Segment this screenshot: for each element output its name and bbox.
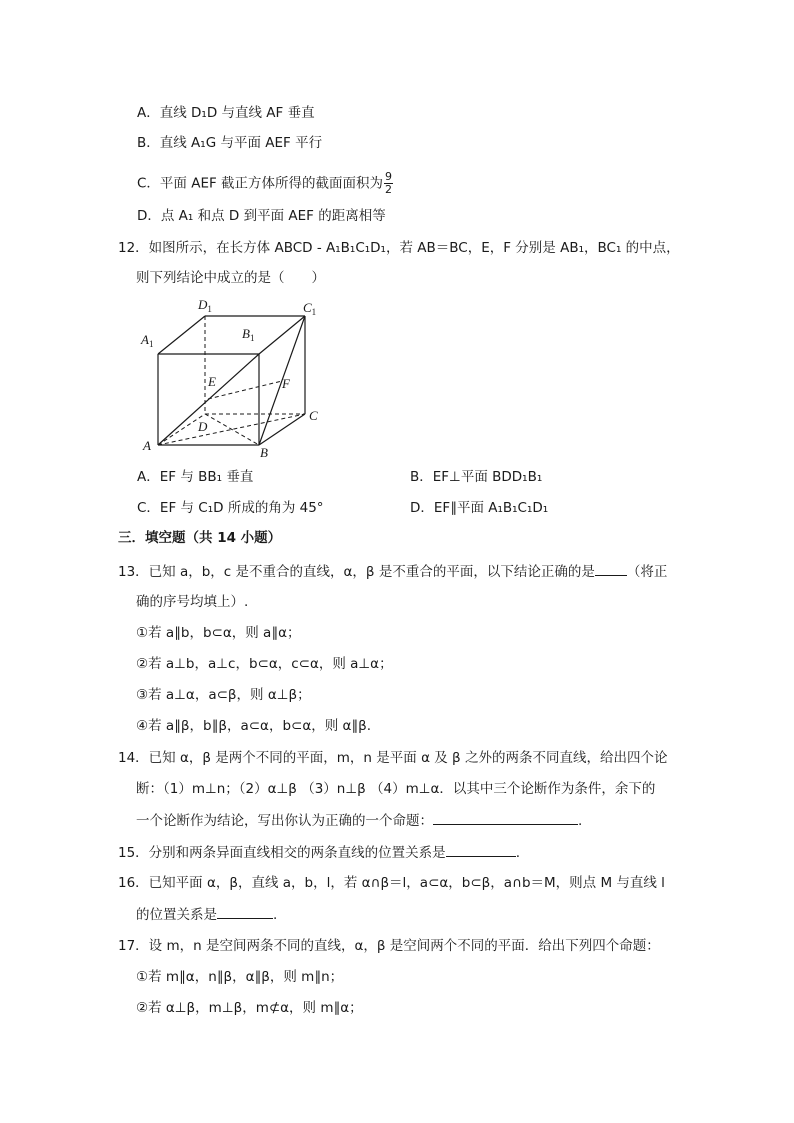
q12-option-d: D．EF∥平面 A₁B₁C₁D₁ bbox=[410, 500, 549, 516]
label-d: D bbox=[198, 419, 208, 434]
q11-option-c-fraction bbox=[384, 171, 393, 196]
q13-item-1: ①若 a∥b，b⊂α，则 a∥α； bbox=[136, 625, 301, 641]
q14-stem-line2: 断：（1）m⊥n；（2）α⊥β （3）n⊥β （4）m⊥α．以其中三个论断作为条件，余下的 bbox=[136, 781, 656, 797]
q13-stem-line1 bbox=[118, 561, 667, 582]
q14-answer-blank[interactable] bbox=[433, 810, 578, 825]
q15-stem bbox=[118, 842, 520, 863]
q15-answer-blank[interactable] bbox=[446, 842, 516, 857]
q13-stem-line2: 确的序号均填上）. bbox=[136, 594, 249, 610]
q14-stem-line1: 14．已知 α，β 是两个不同的平面，m，n 是平面 α 及 β 之外的两条不同直线，给出四个论 bbox=[118, 750, 668, 766]
q11-option-d: D．点 A₁ 和点 D 到平面 AEF 的距离相等 bbox=[137, 208, 386, 224]
q11-option-c-text: C．平面 AEF 截正方体所得的截面面积为 bbox=[137, 175, 384, 192]
edge-a1d1 bbox=[158, 316, 205, 354]
q13-item-4: ④若 a∥β，b∥β，a⊂α，b⊂α，则 α∥β. bbox=[136, 718, 372, 734]
q17-item-2: ②若 α⊥β，m⊥β，m⊄α，则 m∥α； bbox=[136, 1000, 363, 1016]
label-f: F bbox=[282, 376, 290, 391]
cuboid-figure bbox=[138, 292, 338, 462]
q13-stem-text: 13．已知 a，b，c 是不重合的直线，α，β 是不重合的平面，以下结论正确的是 bbox=[118, 564, 595, 580]
q17-stem-line1: 17．设 m，n 是空间两条不同的直线，α，β 是空间两个不同的平面．给出下列四个命题： bbox=[118, 938, 660, 954]
q12-option-a: A．EF 与 BB₁ 垂直 bbox=[137, 469, 254, 485]
q15-stem-tail: . bbox=[515, 845, 520, 861]
label-b: B bbox=[260, 445, 268, 460]
q13-answer-blank[interactable] bbox=[595, 561, 627, 576]
q16-stem-line1: 16．已知平面 α，β，直线 a，b，l，若 α∩β＝l，a⊂α，b⊂β，a∩b＝M，则点 M 与直线 l bbox=[118, 875, 665, 891]
segment-db bbox=[205, 414, 259, 445]
label-d1: $D_1$ bbox=[198, 297, 212, 314]
label-c: C bbox=[309, 408, 318, 423]
q16-stem-text: 的位置关系是 bbox=[136, 907, 217, 923]
fraction-numerator: 9 bbox=[385, 170, 393, 183]
q14-stem-line3 bbox=[136, 810, 582, 831]
segment-ab1 bbox=[158, 354, 259, 445]
q13-item-3: ③若 a⊥α，a⊂β，则 α⊥β； bbox=[136, 687, 311, 703]
label-e: E bbox=[208, 374, 216, 389]
q16-stem-tail: . bbox=[273, 907, 278, 923]
fraction-denominator: 2 bbox=[385, 183, 393, 196]
q12-stem-line2: 则下列结论中成立的是（ ） bbox=[136, 270, 325, 286]
q14-stem-tail: . bbox=[578, 813, 583, 829]
section-title: 三．填空题（共 14 小题） bbox=[118, 530, 282, 546]
q12-option-c: C．EF 与 C₁D 所成的角为 45° bbox=[137, 500, 324, 516]
q13-stem-tail: （将正 bbox=[626, 564, 668, 580]
q16-answer-blank[interactable] bbox=[217, 904, 273, 919]
q11-option-c bbox=[137, 171, 393, 196]
q17-item-1: ①若 m∥α，n∥β，α∥β，则 m∥n； bbox=[136, 969, 344, 985]
q14-stem-text: 一个论断作为结论，写出你认为正确的一个命题： bbox=[136, 813, 433, 829]
label-a1: $A_1$ bbox=[141, 332, 154, 349]
q16-stem-line2 bbox=[136, 904, 277, 925]
q12-option-b: B．EF⊥平面 BDD₁B₁ bbox=[410, 469, 543, 485]
q11-option-b: B．直线 A₁G 与平面 AEF 平行 bbox=[137, 135, 323, 151]
label-c1: $C_1$ bbox=[303, 300, 317, 317]
label-a: A bbox=[143, 438, 151, 453]
q11-option-a: A．直线 D₁D 与直线 AF 垂直 bbox=[137, 105, 315, 121]
label-b1: $B_1$ bbox=[242, 326, 255, 343]
q12-stem-line1: 12．如图所示，在长方体 ABCD - A₁B₁C₁D₁，若 AB＝BC，E，F 分别是 AB₁，BC₁ 的中点， bbox=[118, 240, 680, 256]
q13-item-2: ②若 a⊥b，a⊥c，b⊂α，c⊂α，则 a⊥α； bbox=[136, 656, 393, 672]
q15-stem-text: 15．分别和两条异面直线相交的两条直线的位置关系是 bbox=[118, 845, 446, 861]
